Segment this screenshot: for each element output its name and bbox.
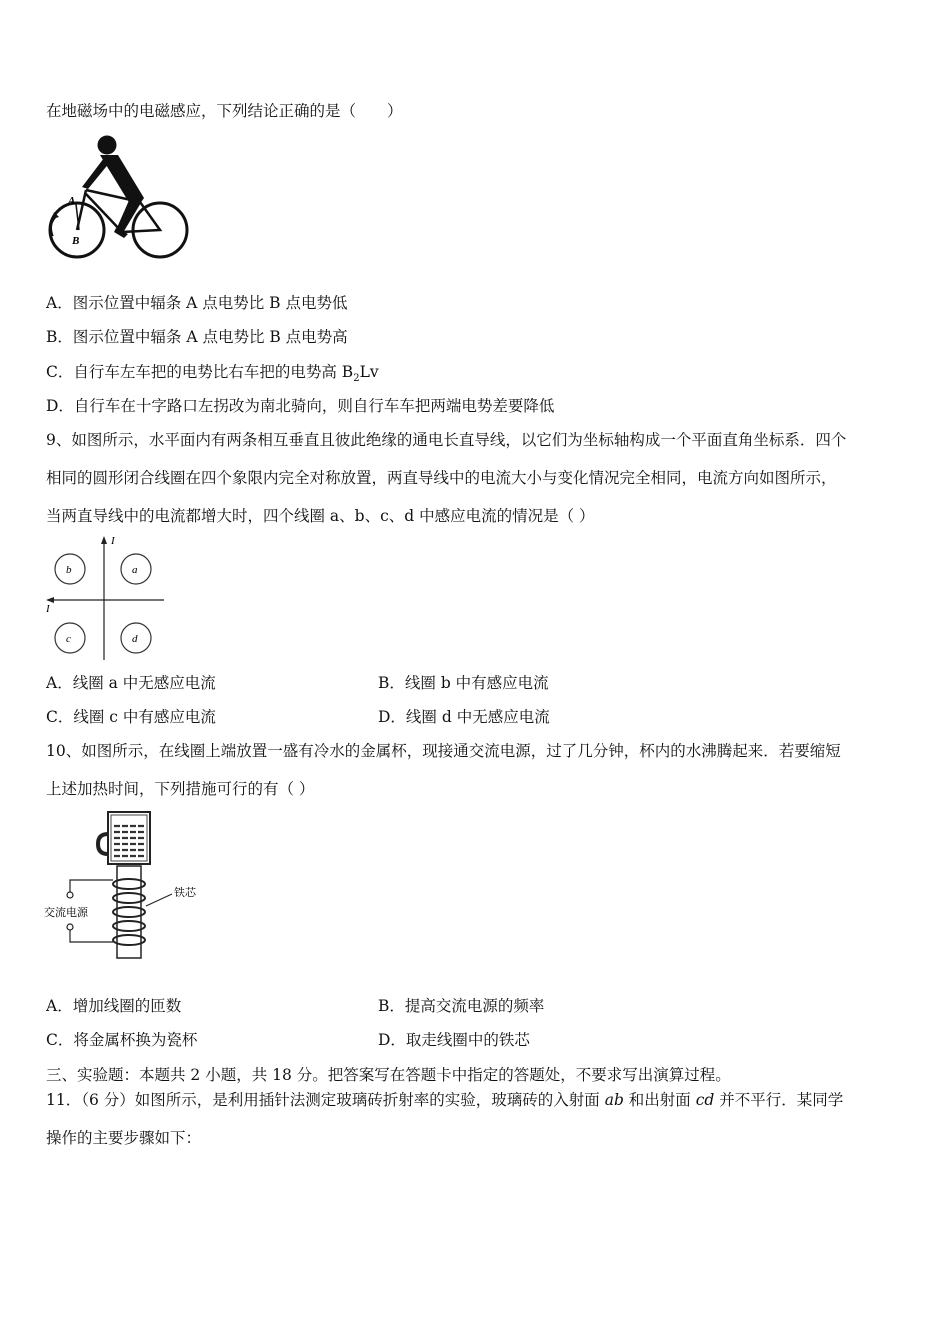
label-b: b <box>66 564 72 576</box>
q9-option-c: C．线圈 c 中有感应电流 <box>46 708 216 726</box>
rider-head <box>98 136 117 155</box>
q10-option-c: C．将金属杯换为瓷杯 <box>46 1031 198 1049</box>
q9-option-a: A．线圈 a 中无感应电流 <box>46 674 216 692</box>
label-iron-core: 铁芯 <box>174 887 196 899</box>
q10-line-2: 上述加热时间，下列措施可行的有（ ） <box>46 780 315 798</box>
q11-line-2: 操作的主要步骤如下： <box>46 1129 202 1147</box>
q11-cd: cd <box>695 1091 715 1109</box>
label-B: B <box>72 235 80 247</box>
q9-option-b: B．线圈 b 中有感应电流 <box>378 674 549 692</box>
q8-option-a: A．图示位置中辐条 A 点电势比 B 点电势低 <box>46 294 348 312</box>
bicycle-figure <box>44 132 194 264</box>
terminal-bottom <box>67 924 73 930</box>
terminal-top <box>67 892 73 898</box>
label-I-horizontal: I <box>46 603 50 615</box>
q9-line-3: 当两直导线中的电流都增大时，四个线圈 a、b、c、d 中感应电流的情况是（ ） <box>46 507 595 525</box>
q11-line-1 <box>46 1090 843 1110</box>
label-ac-source: 交流电源 <box>44 907 88 919</box>
q8-option-c <box>46 362 379 389</box>
q10-option-d: D．取走线圈中的铁芯 <box>378 1031 530 1049</box>
induction-heater-figure <box>42 808 212 960</box>
section-3-heading: 三、实验题：本题共 2 小题，共 18 分。把答案写在答题卡中指定的答题处，不要求写出演算过程。 <box>46 1066 731 1084</box>
q10-option-a: A．增加线圈的匝数 <box>46 997 182 1015</box>
wire-bottom <box>70 930 113 942</box>
rider-arm <box>82 158 110 189</box>
label-d: d <box>132 633 138 645</box>
q8-option-c-subscript: 2 <box>353 373 360 385</box>
q8-option-d: D．自行车在十字路口左拐改为南北骑向，则自行车车把两端电势差要降低 <box>46 397 555 415</box>
q8-option-c-tail: Lv <box>359 363 379 381</box>
label-c: c <box>66 633 71 645</box>
cup-handle <box>98 834 108 854</box>
label-A: A <box>68 195 76 207</box>
q10-line-1: 10、如图所示，在线圈上端放置一盛有冷水的金属杯，现接通交流电源，过了几分钟，杯内的水沸腾起来．若要缩短 <box>46 742 841 760</box>
coordinate-coils-figure <box>44 534 168 662</box>
q9-line-2: 相同的圆形闭合线圈在四个象限内完全对称放置，两直导线中的电流大小与变化情况完全相同，电流方向如图所示， <box>46 469 837 487</box>
wire-top <box>70 880 113 892</box>
core-leader-line <box>146 894 172 906</box>
label-a: a <box>132 564 138 576</box>
q11-text-b: 和出射面 <box>623 1091 696 1109</box>
q9-line-1: 9、如图所示，水平面内有两条相互垂直且彼此绝缘的通电长直导线，以它们为坐标轴构成一个平面直角坐标系．四个 <box>46 431 847 449</box>
label-I-vertical: I <box>111 535 115 547</box>
q11-text-a: 11．（6 分）如图所示，是利用插针法测定玻璃砖折射率的实验，玻璃砖的入射面 <box>46 1091 605 1109</box>
q9-option-d: D．线圈 d 中无感应电流 <box>378 708 550 726</box>
up-arrow-icon <box>101 536 107 544</box>
q11-text-c: 并不平行．某同学 <box>714 1091 844 1109</box>
q8-option-b: B．图示位置中辐条 A 点电势比 B 点电势高 <box>46 328 348 346</box>
q10-option-b: B．提高交流电源的频率 <box>378 997 545 1015</box>
q11-ab: ab <box>604 1091 624 1109</box>
q8-option-c-text: C．自行车左车把的电势比右车把的电势高 B <box>46 363 354 381</box>
q8-stem: 在地磁场中的电磁感应，下列结论正确的是（ ） <box>46 102 403 120</box>
